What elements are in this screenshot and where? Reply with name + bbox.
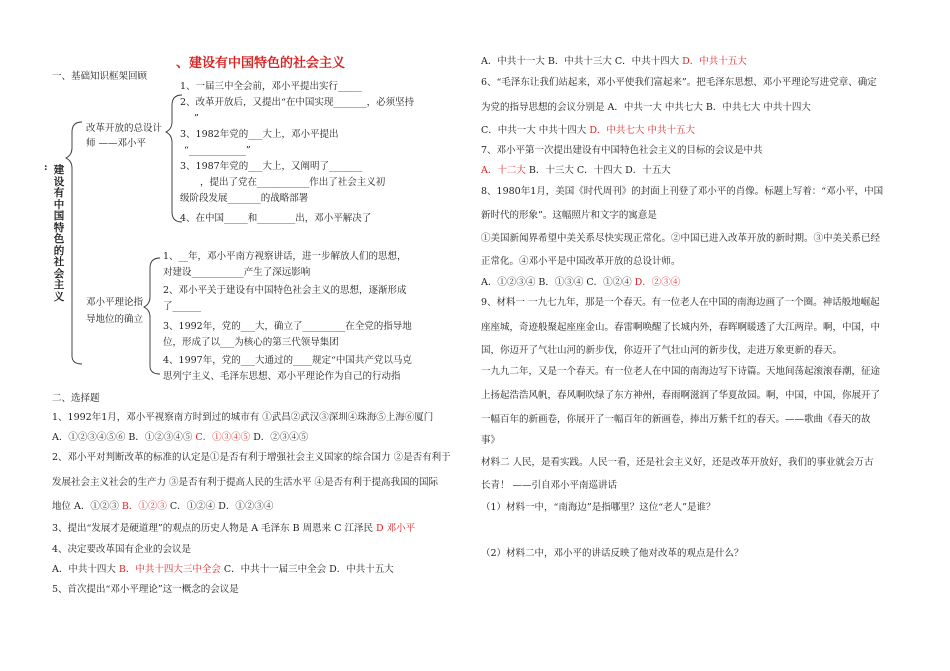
q1-options-ab: A．①②③④⑤⑥ B．①②③④⑤ — [52, 432, 196, 443]
b2-item: 1、__年，邓小平南方视察讲话，进一步解放人们的思想， — [163, 251, 407, 262]
question-8-line4: 正常化。④邓小平是中国改革开放的总设计师。 — [481, 256, 681, 267]
branch2-bracket — [144, 258, 160, 374]
question-2-options — [52, 500, 273, 513]
b2-item: 2、邓小平关于建设有中国特色社会主义的思想，逐渐形成 — [163, 285, 407, 296]
side-mark: : — [44, 162, 48, 173]
question-6-line2: 为党的指导思想的会议分别是 A．中共一大 中共七大 B．中共七大 中共十四大 — [481, 102, 811, 113]
question-8-options — [481, 276, 680, 289]
b1-item: 2、改革开放后，又提出“在中国实现_______，必须坚持 — [180, 97, 415, 108]
q8-option-d-answer: D．②③④ — [634, 277, 681, 288]
question-2-line2: 发展社会主义社会的生产力 ③是否有利于提高人民的生活水平 ④是否有利于提高我国的国际 — [52, 477, 439, 488]
question-6-options — [481, 124, 695, 137]
q9-line: 一幅百年的新画卷，你展开了一幅百年的新画卷，捧出万紫千红的春天。——歌曲《春天的故 — [481, 414, 871, 425]
q7-option-a-answer: A．十二大 — [481, 165, 526, 176]
question-4: 4、决定要改革国有企业的会议是 — [52, 544, 192, 555]
b1-item: 1、一届三中全会前，邓小平提出实行_____ — [180, 81, 362, 92]
b2-item: 3、1992年，党的___大，确立了_________在全党的指导地 — [163, 321, 412, 332]
q2-option-cd: C．①②④ D．①②③④ — [166, 501, 274, 512]
q6-option-d-answer: D．中共七大 中共十五大 — [589, 125, 695, 136]
q9-line: 事》 — [481, 435, 501, 446]
q9-line: 上扬起浩浩风帆，春风啊吹绿了东方神州，春雨啊滋润了华夏故园。啊，中国，中国，你展开了 — [481, 390, 881, 401]
vertical-title: 建设有中国特色的社会主义 — [53, 164, 65, 303]
q3-option-d-answer: D 邓小平 — [376, 523, 416, 534]
q9-line: 座座城，奇迹般聚起座座金山。春雷啊唤醒了长城内外，春晖啊暖透了大江两岸。啊，中国，中 — [481, 322, 881, 333]
q4-option-a: A．中共十四大 — [52, 564, 119, 575]
question-7: 7、邓小平第一次提出建设有中国特色社会主义的目标的会议是中共 — [481, 145, 763, 156]
b2-item: 了______ — [163, 301, 202, 312]
question-7-options — [481, 164, 671, 177]
b2-item: 位，形成了以___为核心的第三代领导集团 — [163, 337, 339, 348]
question-9-sub1: （1）材料一中，“南海边”是指哪里？这位“老人”是谁？ — [481, 502, 716, 513]
question-8-line3: ①美国新闻界希望中美关系尽快实现正常化。②中国已进入改革开放的新时期。③中美关系已经 — [481, 233, 881, 244]
section-heading-choice: 二、选择题 — [52, 393, 100, 404]
branch1-label-line1: 改革开放的总设计 — [86, 123, 163, 134]
q1-option-d: D．②③④⑤ — [250, 432, 309, 443]
branch2-items — [163, 248, 443, 381]
q1-option-c-answer: C．①③④⑤ — [195, 432, 251, 443]
question-5-options — [481, 55, 747, 68]
q3-text: 3、提出“发展才是硬道理”的观点的历史人物是 A 毛泽东 B 周恩来 C 江泽民 — [52, 523, 377, 534]
q9-line: 一九九二年，又是一个春天。有一位老人在中国的南海边写下诗篇。天地间荡起滚滚春潮，征途 — [481, 366, 881, 377]
question-1: 1、1992年1月，邓小平视察南方时到过的城市有 ①武昌②武汉③深圳④珠海⑤上海⑥厦门 — [52, 412, 434, 423]
question-2-line1: 2、邓小平对判断改革的标准的认定是①是否有利于增强社会主义国家的综合国力 ②是否有利于 — [52, 452, 451, 463]
b2-item: 思列宁主义、毛泽东思想、邓小平理论作为自己的行动指 — [163, 371, 401, 381]
b1-item: 3、1982年党的___大上，邓小平提出 — [180, 129, 339, 140]
q5-options-abc: A．中共十一大 B．中共十三大 C．中共十四大 — [481, 56, 683, 67]
page-title: 、建设有中国特色的社会主义 — [176, 56, 346, 71]
q8-options-abc: A．①②③④ B．①③④ C．①②④ — [481, 277, 635, 288]
q9-line: 长青！ ——引自邓小平南巡讲话 — [481, 480, 618, 491]
b1-item: “____________” — [184, 145, 251, 156]
branch1-label-line2: 师 ——邓小平 — [86, 138, 147, 149]
b1-item: 4、在中国_____和________出，邓小平解决了 — [180, 213, 372, 224]
b2-item: 对建设___________产生了深远影响 — [163, 267, 311, 278]
q9-line: 9、材料一 一九七九年，那是一个春天。有一位老人在中国的南海边画了一个圈。神话般地崛起 — [481, 297, 880, 308]
q2-option-b-answer: B．①②③ — [121, 501, 167, 512]
branch1-items — [180, 78, 440, 228]
question-8-line2: 新时代的形象”。这幅照片和文字的寓意是 — [481, 210, 657, 221]
question-3 — [52, 522, 415, 535]
question-8-line1: 8、1980年1月，美国《时代周刊》的封面上刊登了邓小平的肖像。标题上写着：“邓小平，中国 — [481, 186, 884, 197]
branch2-label-line1: 邓小平理论指 — [86, 297, 144, 308]
b2-item: 4、1997年，党的___大通过的____规定“中国共产党以马克 — [163, 355, 412, 366]
main-bracket — [66, 122, 82, 364]
b1-item: 3、1987年党的___大上，又阐明了_______ — [180, 161, 363, 172]
b1-item: 级阶段发展_______的战略部署 — [180, 193, 309, 204]
q5-option-d-answer: D．中共十五大 — [682, 56, 747, 67]
q2-option-a: 地位 A．①②③ — [52, 501, 122, 512]
question-4-options — [52, 563, 394, 576]
question-1-options — [52, 431, 308, 444]
section-heading-framework: 一、基础知识框架回顾 — [52, 71, 148, 82]
q6-option-c: C．中共一大 中共十四大 — [481, 125, 590, 136]
b1-item: ” — [194, 113, 199, 124]
question-9-sub2: （2）材料二中，邓小平的讲话反映了他对改革的观点是什么？ — [481, 548, 744, 559]
q4-option-cd: C．中共十一届三中全会 D．中共十五大 — [220, 564, 394, 575]
q9-line: 国，你迈开了气壮山河的新步伐，你迈开了气壮山河的新步伐，走进万象更新的春天。 — [481, 345, 843, 356]
q9-line: 材料二 人民，是看实践。人民一看，还是社会主义好，还是改革开放好，我们的事业就会万古 — [481, 457, 874, 468]
branch2-label-line2: 导地位的确立 — [86, 314, 144, 325]
question-6-line1: 6、“毛泽东让我们站起来，邓小平使我们富起来”。把毛泽东思想、邓小平理论写进党章、确定 — [481, 77, 877, 88]
b1-item: ，提出了党在___________作出了社会主义初 — [200, 177, 386, 188]
question-5: 5、首次提出“邓小平理论”这一概念的会议是 — [52, 584, 239, 595]
q4-option-b-answer: B．中共十四大三中全会 — [118, 564, 221, 575]
q7-option-bcd: B．十三大 C．十四大 D．十五大 — [525, 165, 671, 176]
